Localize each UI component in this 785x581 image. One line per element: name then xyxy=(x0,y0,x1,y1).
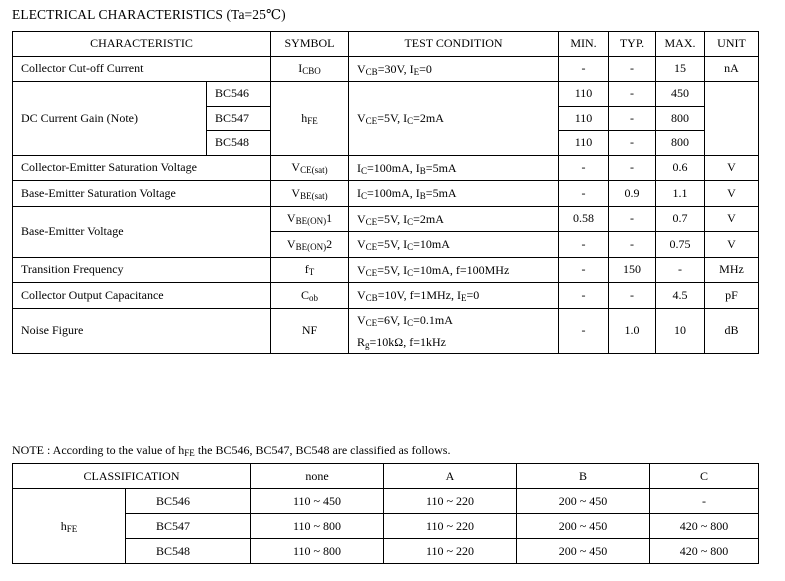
max-value: 0.75 xyxy=(656,232,705,258)
part-number: BC546 xyxy=(126,489,251,514)
symbol-main: V xyxy=(286,211,296,226)
table-header-row xyxy=(13,464,759,489)
unit-value: MHz xyxy=(705,257,759,283)
symbol-main: V xyxy=(286,236,296,251)
test-condition xyxy=(349,257,559,283)
condition-line: $I_C=100mA$, $I_B=5mA$ xyxy=(357,160,457,176)
header-a: A xyxy=(384,464,517,489)
min-value: 110 xyxy=(559,82,609,107)
table-row xyxy=(13,82,759,107)
symbol-main: V xyxy=(291,185,301,200)
symbol-sub: BE(ON) xyxy=(295,216,327,227)
min-value: 110 xyxy=(559,131,609,156)
condition-line: $V_{CE}=5V$, $I_C=10mA$ xyxy=(357,237,450,252)
part-number: BC546 xyxy=(207,82,271,107)
symbol-sub: CBO xyxy=(302,66,321,77)
symbol-main: f xyxy=(304,262,309,277)
symbol-sub: T xyxy=(308,267,315,278)
header-classification: CLASSIFICATION xyxy=(13,464,251,489)
condition-line: $R_g=10k\Omega$, f=1kHz xyxy=(357,334,446,350)
header-characteristic: CHARACTERISTIC xyxy=(13,32,271,57)
characteristic-name: Noise Figure xyxy=(13,308,271,353)
test-condition xyxy=(349,283,559,309)
characteristic-name: Transition Frequency xyxy=(13,257,271,283)
symbol-suffix: 1 xyxy=(326,211,333,226)
header-b: B xyxy=(517,464,650,489)
characteristic-name: Collector-Emitter Saturation Voltage xyxy=(13,155,271,181)
characteristic-name: DC Current Gain (Note) xyxy=(13,82,207,156)
max-value: 800 xyxy=(656,106,705,131)
typ-value: - xyxy=(609,232,656,258)
unit-value: V xyxy=(705,155,759,181)
symbol-cell xyxy=(271,232,349,258)
typ-value: 0.9 xyxy=(609,181,656,207)
condition-line: $V_{CE}=5V$, $I_C=2mA$ xyxy=(357,211,444,227)
range-c: - xyxy=(650,489,759,514)
hfe-label: $h_{FE}$ xyxy=(13,489,126,564)
symbol-main: C xyxy=(300,287,309,302)
table-row xyxy=(13,155,759,181)
header-none: none xyxy=(251,464,384,489)
header-typ: TYP. xyxy=(609,32,656,57)
typ-value: 150 xyxy=(609,257,656,283)
condition-line: $V_{CE}=5V$, $I_C=2mA$ xyxy=(357,111,444,126)
header-symbol: SYMBOL xyxy=(271,32,349,57)
typ-value: - xyxy=(609,206,656,232)
table-row xyxy=(13,308,759,353)
min-value: - xyxy=(559,308,609,353)
symbol-cell xyxy=(271,257,349,283)
test-condition xyxy=(349,206,559,232)
typ-value: 1.0 xyxy=(609,308,656,353)
symbol-sub: BE(ON) xyxy=(295,241,327,252)
unit-value: V xyxy=(705,232,759,258)
condition-line: $V_{CB}=30V$, $I_E=0$ xyxy=(357,61,432,77)
max-value: 4.5 xyxy=(656,283,705,309)
unit-value: dB xyxy=(705,308,759,353)
min-value: - xyxy=(559,181,609,207)
max-value: 800 xyxy=(656,131,705,156)
table-row xyxy=(13,206,759,232)
symbol-cell xyxy=(271,155,349,181)
symbol-main: h xyxy=(301,110,308,125)
condition-line: $I_C=100mA$, $I_B=5mA$ xyxy=(357,186,457,201)
symbol-main: V xyxy=(291,160,301,175)
max-value: 10 xyxy=(656,308,705,353)
typ-value: - xyxy=(609,283,656,309)
max-value: - xyxy=(656,257,705,283)
typ-value: - xyxy=(609,82,656,107)
symbol-sub: BE(sat) xyxy=(300,190,328,201)
range-b: 200 ~ 450 xyxy=(517,539,650,564)
range-b: 200 ~ 450 xyxy=(517,514,650,539)
symbol-cell xyxy=(271,308,349,353)
condition-line: $V_{CE}=6V$, $I_C=0.1mA$ xyxy=(357,312,453,328)
max-value: 0.6 xyxy=(656,155,705,181)
symbol-sub: CE(sat) xyxy=(300,165,328,176)
part-number: BC548 xyxy=(126,539,251,564)
condition-line: $V_{CE}=5V$, $I_C=10mA$, f=100MHz xyxy=(357,262,510,278)
range-c: 420 ~ 800 xyxy=(650,539,759,564)
page-title: ELECTRICAL CHARACTERISTICS (Ta=25℃) xyxy=(12,7,286,22)
min-value: - xyxy=(559,155,609,181)
table-row xyxy=(13,283,759,309)
characteristic-name: Collector Output Capacitance xyxy=(13,283,271,309)
typ-value: - xyxy=(609,56,656,82)
max-value: 1.1 xyxy=(656,181,705,207)
table-row xyxy=(13,56,759,82)
part-number: BC547 xyxy=(126,514,251,539)
characteristic-name: Base-Emitter Voltage xyxy=(13,206,271,257)
symbol-main: I xyxy=(298,61,303,76)
test-condition xyxy=(349,56,559,82)
range-c: 420 ~ 800 xyxy=(650,514,759,539)
characteristic-name: Base-Emitter Saturation Voltage xyxy=(13,181,271,207)
part-number: BC548 xyxy=(207,131,271,156)
header-unit: UNIT xyxy=(705,32,759,57)
table-row xyxy=(13,257,759,283)
condition-line: $V_{CB}=10V$, f=1MHz, $I_E=0$ xyxy=(357,288,480,303)
max-value: 15 xyxy=(656,56,705,82)
unit-value: V xyxy=(705,181,759,207)
unit-value xyxy=(705,82,759,156)
min-value: - xyxy=(559,283,609,309)
classification-table xyxy=(12,463,759,564)
min-value: 110 xyxy=(559,106,609,131)
range-none: 110 ~ 800 xyxy=(251,539,384,564)
range-a: 110 ~ 220 xyxy=(384,489,517,514)
unit-value: nA xyxy=(705,56,759,82)
min-value: 0.58 xyxy=(559,206,609,232)
range-b: 200 ~ 450 xyxy=(517,489,650,514)
symbol-cell xyxy=(271,181,349,207)
min-value: - xyxy=(559,232,609,258)
characteristic-name: Collector Cut-off Current xyxy=(13,56,271,82)
symbol-cell xyxy=(271,82,349,156)
min-value: - xyxy=(559,56,609,82)
table-row xyxy=(13,181,759,207)
range-none: 110 ~ 450 xyxy=(251,489,384,514)
typ-value: - xyxy=(609,106,656,131)
range-a: 110 ~ 220 xyxy=(384,539,517,564)
symbol-suffix: 2 xyxy=(326,236,333,251)
header-max: MAX. xyxy=(656,32,705,57)
symbol-main: NF xyxy=(301,323,318,337)
header-test-condition: TEST CONDITION xyxy=(349,32,559,57)
header-min: MIN. xyxy=(559,32,609,57)
symbol-cell xyxy=(271,206,349,232)
range-a: 110 ~ 220 xyxy=(384,514,517,539)
typ-value: - xyxy=(609,155,656,181)
range-none: 110 ~ 800 xyxy=(251,514,384,539)
test-condition xyxy=(349,232,559,258)
table-header-row xyxy=(13,32,759,57)
unit-value: pF xyxy=(705,283,759,309)
part-number: BC547 xyxy=(207,106,271,131)
symbol-sub: FE xyxy=(307,115,318,126)
unit-value: V xyxy=(705,206,759,232)
header-c: C xyxy=(650,464,759,489)
symbol-cell xyxy=(271,56,349,82)
test-condition xyxy=(349,308,559,353)
table-row xyxy=(13,489,759,514)
test-condition xyxy=(349,82,559,156)
symbol-sub: ob xyxy=(309,292,318,303)
electrical-characteristics-table xyxy=(12,31,759,354)
typ-value: - xyxy=(609,131,656,156)
min-value: - xyxy=(559,257,609,283)
test-condition xyxy=(349,155,559,181)
max-value: 0.7 xyxy=(656,206,705,232)
classification-note: NOTE : According to the value of $h_{FE}$ the BC546, BC547, BC548 are classified as follows. xyxy=(12,443,451,458)
symbol-cell xyxy=(271,283,349,309)
test-condition xyxy=(349,181,559,207)
max-value: 450 xyxy=(656,82,705,107)
